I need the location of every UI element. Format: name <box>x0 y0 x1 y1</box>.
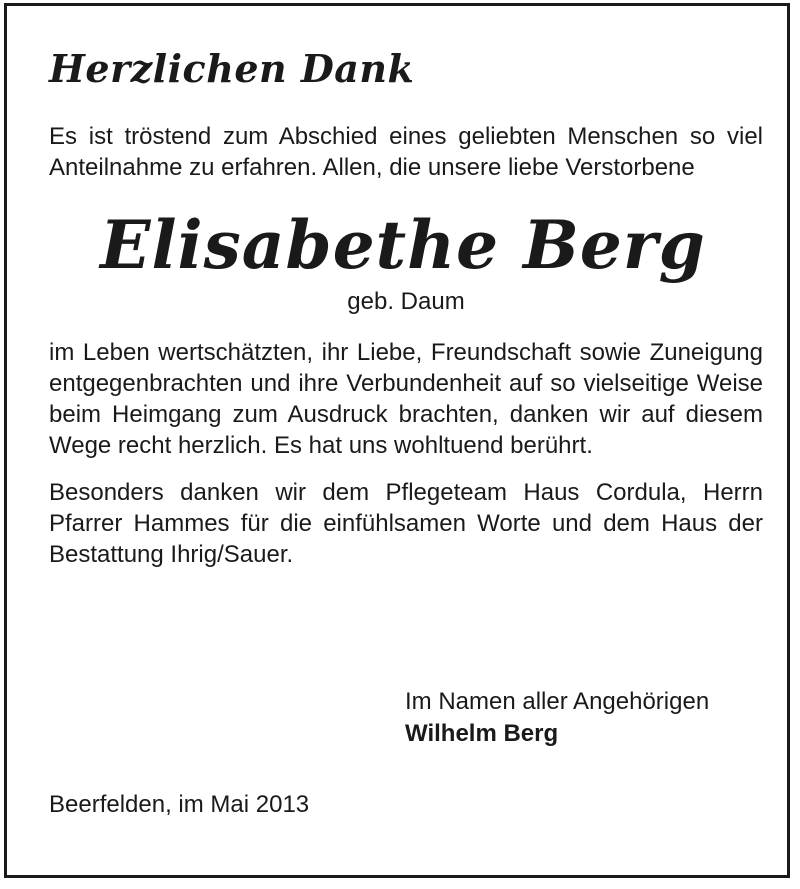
deceased-name: Elisabethe Berg <box>100 206 706 284</box>
notice-heading: Herzlichen Dank <box>49 46 415 91</box>
special-thanks-paragraph: Besonders danken wir dem Pflegeteam Haus Cordula, Herrn Pfarrer Hammes für die einfühlsamen Worte und dem Haus der Bestattung Ihrig/Sauer. <box>49 479 763 568</box>
thanks-paragraph: im Leben wertschätzten, ihr Liebe, Freundschaft sowie Zuneigung entgegenbrachten und ihre Verbundenheit auf so vielseitige Weise beim Heimgang zum Ausdruck brachten, danken wir auf diesem Wege recht herzlich. Es hat uns wohltuend berührt. <box>49 339 763 459</box>
intro-paragraph: Es ist tröstend zum Abschied eines geliebten Menschen so viel Anteilnahme zu erfahren. Allen, die unsere liebe Verstorbene <box>49 123 763 181</box>
signature-line: Im Namen aller Angehörigen <box>405 688 710 715</box>
notice-content <box>49 44 763 818</box>
notice-frame <box>4 3 790 878</box>
signer-name: Wilhelm Berg <box>405 720 559 747</box>
signature-block <box>405 686 709 750</box>
deceased-birth-name: geb. Daum <box>347 288 465 315</box>
place-date: Beerfelden, im Mai 2013 <box>49 791 310 818</box>
